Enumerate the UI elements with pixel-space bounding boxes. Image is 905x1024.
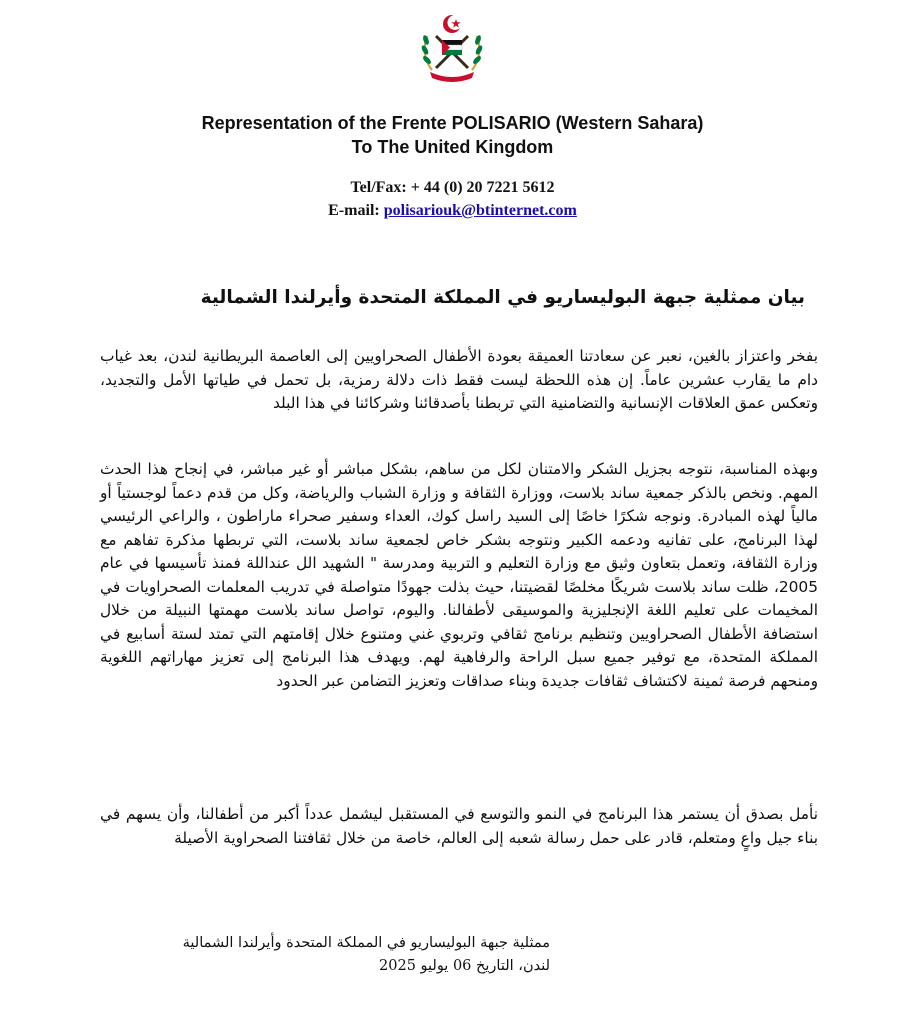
statement-title: بيان ممثلية جبهة البوليساريو في المملكة المتحدة وأيرلندا الشمالية bbox=[200, 287, 805, 308]
paragraph-2: وبهذه المناسبة، نتوجه بجزيل الشكر والامتنان لكل من ساهم، بشكل مباشر أو غير مباشر، في إنجاح هذا الحدث المهم. ونخص بالذكر جمعية ساند بلاست، ووزارة الثقافة و وزارة الشباب والرياضة، وكل من قدم دعماً لوجستياً أو مالياً لهذه المبادرة. ونوجه شكرًا خاصًا إلى السيد راسل كوك، العداء وسفير صحراء ماراطون ، والراعي الرئيسي لهذا البرنامج، على تفانيه ودعمه الكبير ونتوجه بشكر خاص لجمعية ساند بلاست، التي تربطها مذكرة تفاهم مع وزارة الثقافة، وتعمل بتعاون وثيق مع وزارة التعليم و التربية ومدرسة " الشهيد الل عنداللة فمنذ تأسيسها في عام 2005، ظلت ساند بلاست شريكًا مخلصًا لقضيتنا، حيث بذلت جهودًا متواصلة في تدريب المعلمات الصحراويات في المخيمات على تعليم اللغة الإنجليزية والموسيقى لأطفالنا. واليوم، تواصل ساند بلاست مهمتها النبيلة من خلال استضافة الأطفال الصحراويين وتنظيم برنامج ثقافي وتربوي غني ومتنوع خلال إقامتهم التي تمتد لستة أسابيع في المملكة المتحدة، مع توفير جميع سبل الراحة والرفاهية لهم. ويهدف هذا البرنامج إلى تعزيز مهاراتهم اللغوية ومنحهم فرصة ثمينة لاكتشاف ثقافات جديدة وبناء صداقات وتعزيز التضامن عبر الحدود bbox=[100, 460, 818, 690]
organization-name: Representation of the Frente POLISARIO (Western Sahara) bbox=[201, 113, 704, 133]
paragraph-3: نأمل بصدق أن يستمر هذا البرنامج في النمو والتوسع في المستقبل ليشمل عدداً أكبر من أطفالنا، وأن يسهم في بناء جيل واعٍ ومتعلم، قادر على حمل رسالة شعبه إلى العالم، خاصة من خلال ثقافتنا الصحراوية الأصيلة bbox=[100, 805, 818, 847]
signature-org: ممثلية جبهة البوليساريو في المملكة المتحدة وأيرلندا الشمالية bbox=[182, 935, 550, 951]
tel-fax: Tel/Fax: + 44 (0) 20 7221 5612 bbox=[350, 179, 555, 196]
organization-location: To The United Kingdom bbox=[351, 137, 554, 157]
email-line bbox=[0, 199, 905, 222]
polisario-emblem-icon bbox=[418, 10, 486, 84]
email-link[interactable]: polisariouk@btinternet.com bbox=[383, 202, 577, 219]
signature-date: لندن، التاريخ 06 يوليو 2025 bbox=[379, 958, 550, 974]
email-label: E-mail: bbox=[328, 202, 384, 219]
signature-block bbox=[100, 932, 550, 978]
paragraph-1: بفخر واعتزاز بالغين، نعبر عن سعادتنا العميقة بعودة الأطفال الصحراويين إلى العاصمة البريطانية لندن، بعد غياب دام ما يقارب عشرين عاماً. إن هذه اللحظة ليست فقط ذات دلالة رمزية، بل تحمل في طياتها الأمل والتجديد، وتعكس عمق العلاقات الإنسانية والتضامنية التي تربطنا بأصدقائنا وشركائنا في هذا البلد bbox=[100, 347, 818, 412]
